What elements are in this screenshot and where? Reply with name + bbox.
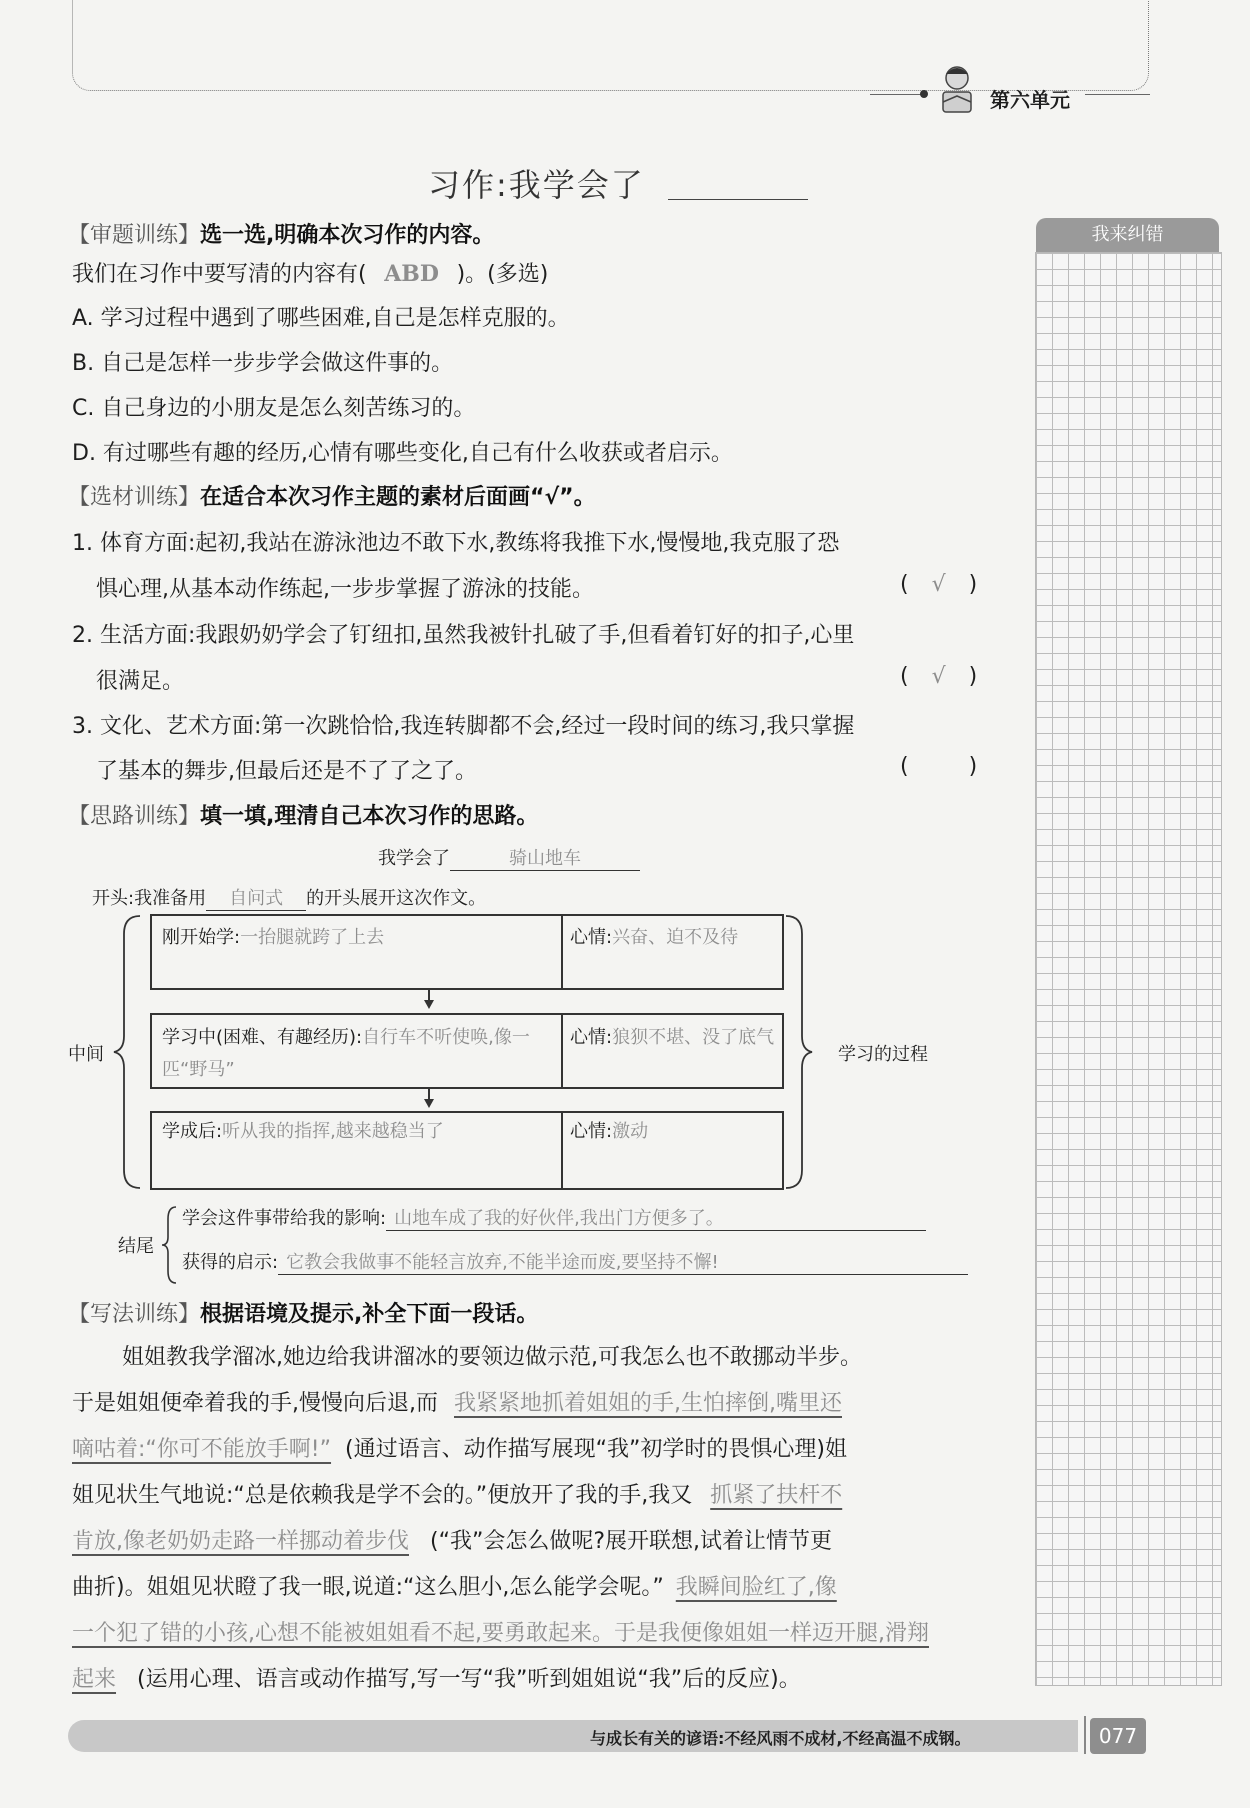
page-title: 习作:我学会了 — [428, 166, 645, 204]
ending-label: 结尾 — [118, 1236, 154, 1257]
material-1-check[interactable]: ( √ ) — [900, 572, 978, 597]
stage3-divider — [561, 1111, 563, 1188]
section2-heading: 【选材训练】在适合本次习作主题的素材后面画“√”。 — [68, 485, 596, 510]
material-1-line1: 1. 体育方面:起初,我站在游泳池边不敢下水,教练将我推下水,慢慢地,我克服了恐 — [72, 531, 840, 556]
option-b: B. 自己是怎样一步步学会做这件事的。 — [72, 351, 454, 376]
section1-heading: 【审题训练】选一选,明确本次习作的内容。 — [68, 223, 495, 248]
insight-answer: 它教会我做事不能轻言放弃,不能半途而废,要坚持不懈! — [278, 1248, 968, 1275]
option-a: A. 学习过程中遇到了哪些困难,自己是怎样克服的。 — [72, 306, 570, 331]
material-3-line2: 了基本的舞步,但最后还是不了了之了。 — [96, 759, 477, 784]
para-line-2: 于是姐姐便牵着我的手,慢慢向后退,而 我紧紧地抓着姐姐的手,生怕摔倒,嘴里还 — [72, 1391, 842, 1416]
stage1-text: 刚开始学:一抬腿就跨了上去 — [162, 927, 385, 948]
unit-label: 第六单元 — [990, 88, 1070, 112]
section3-heading: 【思路训练】填一填,理清自己本次习作的思路。 — [68, 804, 539, 829]
material-3-line1: 3. 文化、艺术方面:第一次跳恰恰,我连转脚都不会,经过一段时间的练习,我只掌握 — [72, 714, 855, 739]
topic-line: 我学会了 骑山地车 — [378, 844, 640, 871]
stage1-mood: 心情:兴奋、迫不及待 — [570, 927, 739, 948]
para-line-5: 肯放,像老奶奶走路一样挪动着步伐 (“我”会怎么做呢?展开联想,试着让情节更 — [72, 1529, 833, 1554]
header-line-left — [870, 94, 925, 95]
material-1-line2: 惧心理,从基本动作练起,一步步掌握了游泳的技能。 — [96, 577, 594, 602]
middle-label: 中间 — [68, 1044, 104, 1065]
left-brace — [112, 914, 144, 1190]
process-label: 学习的过程 — [838, 1044, 928, 1065]
footer-bracket — [1078, 1716, 1086, 1754]
topic-answer: 骑山地车 — [450, 844, 640, 871]
stage2-text: 学习中(困难、有趣经历):自行车不听使唤,像一匹“野马” — [162, 1027, 530, 1080]
stage2-mood: 心情:狼狈不堪、没了底气 — [570, 1027, 775, 1048]
impact-line: 学会这件事带给我的影响: 山地车成了我的好伙伴,我出门方便多了。 — [182, 1204, 926, 1231]
section4-heading: 【写法训练】根据语境及提示,补全下面一段话。 — [68, 1302, 539, 1327]
stage1-divider — [561, 914, 563, 988]
footer-proverb: 与成长有关的谚语:不经风雨不成材,不经高温不成钢。 — [590, 1729, 971, 1748]
student-reading-icon — [935, 62, 979, 118]
para-line-3: 嘀咕着:“你可不能放手啊!” (通过语言、动作描写展现“我”初学时的畏惧心理)姐 — [72, 1437, 847, 1462]
ending-brace — [160, 1205, 178, 1285]
insight-line: 获得的启示: 它教会我做事不能轻言放弃,不能半途而废,要坚持不懈! — [182, 1248, 968, 1275]
stage2-divider — [561, 1013, 563, 1087]
stage3-text: 学成后:听从我的指挥,越来越稳当了 — [162, 1121, 444, 1142]
right-brace — [782, 914, 814, 1190]
header-line-right — [1085, 94, 1150, 95]
para-line-8: 起来 (运用心理、语言或动作描写,写一写“我”听到姐姐说“我”后的反应)。 — [72, 1667, 801, 1692]
material-3-check[interactable]: ( ) — [900, 754, 978, 779]
title-blank — [668, 199, 808, 200]
arrow1-head — [424, 1000, 434, 1009]
para-line-1: 姐姐教我学溜冰,她边给我讲溜冰的要领边做示范,可我怎么也不敢挪动半步。 — [122, 1345, 862, 1370]
option-d: D. 有过哪些有趣的经历,心情有哪些变化,自己有什么收获或者启示。 — [72, 441, 733, 466]
option-c: C. 自己身边的小朋友是怎么刻苦练习的。 — [72, 396, 476, 421]
top-dashed-box — [72, 0, 1149, 91]
material-2-line1: 2. 生活方面:我跟奶奶学会了钉纽扣,虽然我被针扎破了手,但看着钉好的扣子,心里 — [72, 623, 855, 648]
impact-answer: 山地车成了我的好伙伴,我出门方便多了。 — [386, 1204, 926, 1231]
section1-answer: ABD — [384, 261, 439, 287]
arrow2-head — [424, 1099, 434, 1108]
material-2-check[interactable]: ( √ ) — [900, 664, 978, 689]
header-dot — [920, 90, 928, 98]
para-line-6: 曲折)。姐姐见状瞪了我一眼,说道:“这么胆小,怎么能学会呢。” 我瞬间脸红了,像 — [72, 1575, 837, 1600]
opening-line: 开头:我准备用 自问式 的开头展开这次作文。 — [92, 884, 486, 911]
section1-question: 我们在习作中要写清的内容有( ABD )。(多选) — [72, 261, 549, 287]
material-2-line2: 很满足。 — [96, 669, 185, 694]
opening-answer: 自问式 — [206, 884, 306, 911]
correction-grid[interactable] — [1035, 252, 1222, 1686]
correction-header: 我来纠错 — [1036, 218, 1219, 252]
stage3-mood: 心情:激动 — [570, 1121, 649, 1142]
para-line-7: 一个犯了错的小孩,心想不能被姐姐看不起,要勇敢起来。于是我便像姐姐一样迈开腿,滑翔 — [72, 1621, 929, 1646]
para-line-4: 姐见状生气地说:“总是依赖我是学不会的。”便放开了我的手,我又 抓紧了扶杆不 — [72, 1483, 843, 1508]
page-number: 077 — [1090, 1718, 1146, 1754]
